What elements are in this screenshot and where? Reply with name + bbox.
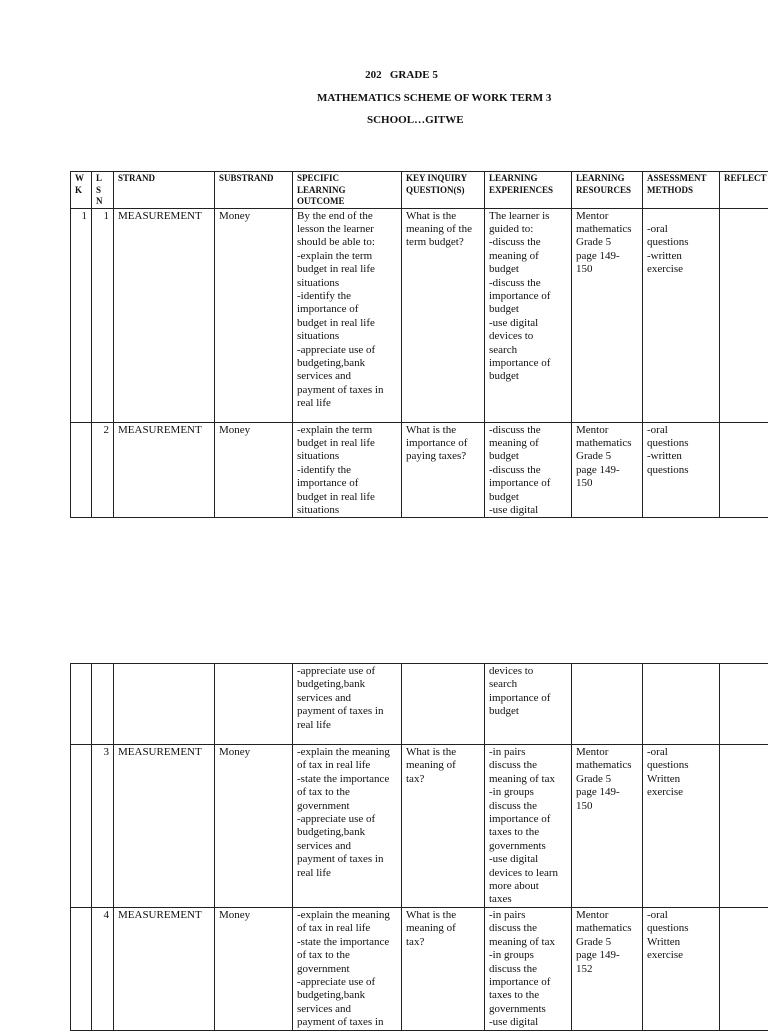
cell-assessment [643,664,720,745]
table-header-row [71,172,768,209]
column-header-lesson: L S N [92,172,114,209]
cell-week [71,664,92,745]
column-header-week: W K [71,172,92,209]
cell-substrand: Money [215,745,293,908]
cell-reflection [720,745,768,908]
cell-strand: MEASUREMENT [114,745,215,908]
cell-resources: Mentor mathematics Grade 5 page 149- 150 [572,422,643,518]
cell-reflection [720,422,768,518]
cell-resources: Mentor mathematics Grade 5 page 149- 150 [572,745,643,908]
cell-lesson: 3 [92,745,114,908]
document-title: MATHEMATICS SCHEME OF WORK TERM 3 [0,92,768,104]
cell-reflection [720,208,768,422]
cell-resources: Mentor mathematics Grade 5 page 149- 152 [572,907,643,1030]
table-row [71,907,768,1030]
cell-resources: Mentor mathematics Grade 5 page 149- 150 [572,208,643,422]
cell-outcome: By the end of the lesson the learner should be able to: -explain the term budget in real life situations -identify the importance of budget in real life situations -appreciate use of budgeting,bank services and payment of taxes in real life [293,208,402,422]
cell-lesson: 4 [92,907,114,1030]
cell-substrand: Money [215,907,293,1030]
cell-reflection [720,664,768,745]
school-name: SCHOOL…GITWE [0,114,768,126]
cell-lesson: 1 [92,208,114,422]
cell-outcome: -explain the meaning of tax in real life -state the importance of tax to the government -appreciate use of budgeting,bank services and payment of taxes in real life [293,745,402,908]
cell-resources [572,664,643,745]
cell-assessment: -oral questions -written exercise [643,208,720,422]
scheme-table-page-2 [70,663,768,1031]
column-header-outcome: SPECIFIC LEARNING OUTCOME [293,172,402,209]
cell-strand [114,664,215,745]
table-row [71,745,768,908]
table-row [71,208,768,422]
cell-week [71,907,92,1030]
cell-question [402,664,485,745]
cell-question: What is the meaning of tax? [402,907,485,1030]
cell-substrand [215,664,293,745]
cell-strand: MEASUREMENT [114,208,215,422]
cell-strand: MEASUREMENT [114,422,215,518]
column-header-strand: STRAND [114,172,215,209]
column-header-reflection: REFLECT [720,172,768,209]
cell-experiences: -in pairs discuss the meaning of tax -in groups discuss the importance of taxes to the governments -use digital [485,907,572,1030]
cell-outcome: -appreciate use of budgeting,bank services and payment of taxes in real life [293,664,402,745]
cell-lesson: 2 [92,422,114,518]
cell-week [71,422,92,518]
cell-question: What is the importance of paying taxes? [402,422,485,518]
cell-experiences: devices to search importance of budget [485,664,572,745]
cell-experiences: The learner is guided to: -discuss the meaning of budget -discuss the importance of budget -use digital devices to search importance of budget [485,208,572,422]
cell-assessment: -oral questions -written questions [643,422,720,518]
column-header-experiences: LEARNING EXPERIENCES [485,172,572,209]
cell-reflection [720,907,768,1030]
cell-week: 1 [71,208,92,422]
cell-substrand: Money [215,208,293,422]
cell-question: What is the meaning of tax? [402,745,485,908]
column-header-resources: LEARNING RESOURCES [572,172,643,209]
cell-assessment: -oral questions Written exercise [643,907,720,1030]
column-header-substrand: SUBSTRAND [215,172,293,209]
table-row [71,664,768,745]
table-row [71,422,768,518]
cell-assessment: -oral questions Written exercise [643,745,720,908]
column-header-assessment: ASSESSMENT METHODS [643,172,720,209]
document-year-grade: 202 GRADE 5 [0,69,768,81]
cell-week [71,745,92,908]
cell-outcome: -explain the meaning of tax in real life -state the importance of tax to the government -appreciate use of budgeting,bank services and payment of taxes in [293,907,402,1030]
cell-strand: MEASUREMENT [114,907,215,1030]
cell-outcome: -explain the term budget in real life situations -identify the importance of budget in real life situations [293,422,402,518]
cell-question: What is the meaning of the term budget? [402,208,485,422]
cell-substrand: Money [215,422,293,518]
scheme-table-page-1 [70,171,768,518]
cell-experiences: -in pairs discuss the meaning of tax -in groups discuss the importance of taxes to the governments -use digital devices to learn more about taxes [485,745,572,908]
cell-lesson [92,664,114,745]
cell-experiences: -discuss the meaning of budget -discuss the importance of budget -use digital [485,422,572,518]
column-header-question: KEY INQUIRY QUESTION(S) [402,172,485,209]
